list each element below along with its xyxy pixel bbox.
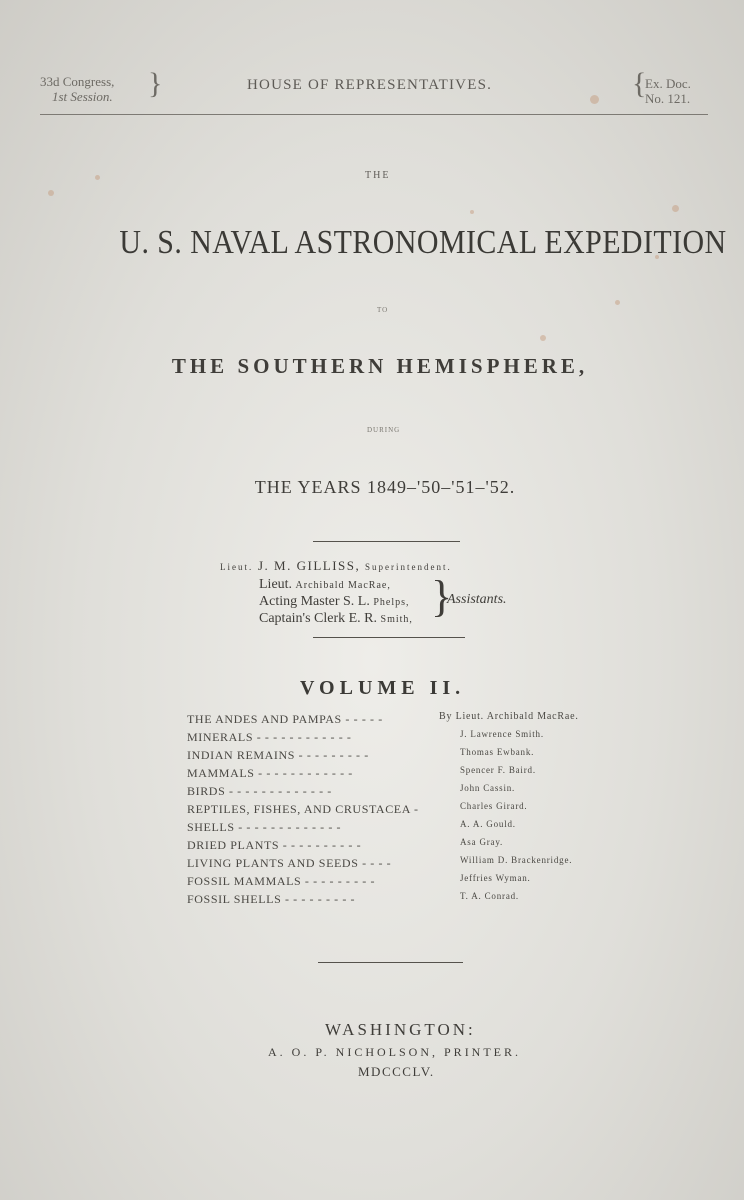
contents-row: [187, 784, 627, 802]
imprint-year: MDCCCLV.: [358, 1064, 435, 1079]
superintendent-name: J. M. GILLISS,: [258, 558, 361, 573]
session-text: 1st Session.: [52, 89, 113, 104]
contents-author: Spencer F. Baird.: [460, 765, 536, 775]
assistant-entry: [259, 577, 413, 594]
contents-author: T. A. Conrad.: [460, 891, 519, 901]
foxing-spot: [470, 210, 474, 214]
contents-subject: THE ANDES AND PAMPAS - - - - -: [187, 712, 383, 726]
left-brace: }: [148, 67, 163, 100]
assistant-entry: [259, 594, 413, 611]
contents-subject: LIVING PLANTS AND SEEDS - - - -: [187, 856, 392, 870]
divider-rule: [318, 962, 463, 963]
contents-author: Jeffries Wyman.: [460, 873, 531, 883]
foxing-spot: [615, 300, 620, 305]
contents-row: [187, 892, 627, 910]
contents-subject: DRIED PLANTS - - - - - - - - - -: [187, 838, 362, 852]
contents-row: [187, 766, 627, 784]
contents-subject: FOSSIL SHELLS - - - - - - - - -: [187, 892, 356, 906]
contents-row: [187, 838, 627, 856]
doc-number-text: No. 121.: [645, 91, 691, 106]
contents-author: John Cassin.: [460, 783, 516, 793]
assistant-rank: Captain's Clerk E. R.: [259, 611, 378, 626]
title-to: TO: [377, 306, 389, 314]
divider-rule: [313, 541, 460, 542]
contents-row: [187, 712, 627, 730]
contents-subject: REPTILES, FISHES, AND CRUSTACEA -: [187, 802, 419, 816]
ex-doc-text: Ex. Doc.: [645, 76, 691, 91]
assistants-list: [259, 577, 413, 628]
doc-number-label: [645, 76, 691, 106]
contents-row: [187, 820, 627, 838]
divider-rule: [313, 637, 465, 638]
contents-row: [187, 802, 627, 820]
hemisphere-title: THE SOUTHERN HEMISPHERE,: [171, 354, 589, 378]
congress-text: 33d Congress,: [40, 74, 115, 89]
assistant-rank: Lieut.: [259, 577, 293, 592]
foxing-spot: [672, 205, 679, 212]
imprint-city: WASHINGTON:: [325, 1020, 476, 1039]
contents-author: J. Lawrence Smith.: [460, 729, 544, 739]
assistant-rank: Acting Master S. L.: [259, 594, 370, 609]
foxing-spot: [590, 95, 599, 104]
session-label: [40, 74, 114, 104]
assistant-entry: [259, 611, 413, 628]
contents-author: A. A. Gould.: [460, 819, 516, 829]
header-rule: [40, 114, 708, 115]
contents-author: Thomas Ewbank.: [460, 747, 535, 757]
superintendent-prefix: Lieut.: [220, 562, 254, 572]
contents-list: [187, 712, 627, 910]
foxing-spot: [48, 190, 54, 196]
assistant-name: Archibald MacRae,: [295, 580, 391, 591]
right-brace: {: [632, 67, 647, 100]
assistant-name: Phelps,: [373, 597, 410, 608]
contents-subject: BIRDS - - - - - - - - - - - - -: [187, 784, 332, 798]
contents-author: Asa Gray.: [460, 837, 504, 847]
imprint-printer: A. O. P. NICHOLSON, PRINTER.: [268, 1045, 522, 1059]
contents-subject: FOSSIL MAMMALS - - - - - - - - -: [187, 874, 376, 888]
contents-subject: INDIAN REMAINS - - - - - - - - -: [187, 748, 369, 762]
superintendent-line: [220, 558, 452, 574]
expedition-title: U. S. NAVAL ASTRONOMICAL EXPEDITION: [119, 224, 727, 261]
superintendent-title: Superintendent.: [365, 562, 452, 572]
assistant-name: Smith,: [380, 614, 413, 625]
title-article: THE: [365, 170, 391, 181]
foxing-spot: [95, 175, 100, 180]
contents-row: [187, 748, 627, 766]
contents-subject: MINERALS - - - - - - - - - - - -: [187, 730, 352, 744]
contents-row: [187, 730, 627, 748]
assistants-brace: }: [431, 572, 453, 621]
contents-author: William D. Brackenridge.: [460, 855, 573, 865]
contents-subject: MAMMALS - - - - - - - - - - - -: [187, 766, 353, 780]
house-heading: HOUSE OF REPRESENTATIVES.: [247, 77, 493, 93]
title-during: DURING: [367, 426, 401, 434]
contents-author: Charles Girard.: [460, 801, 528, 811]
contents-subject: SHELLS - - - - - - - - - - - - -: [187, 820, 342, 834]
foxing-spot: [540, 335, 546, 341]
assistants-label: Assistants.: [447, 592, 507, 607]
contents-row: [187, 874, 627, 892]
volume-heading: VOLUME II.: [300, 677, 466, 699]
contents-author: By Lieut. Archibald MacRae.: [439, 711, 579, 722]
contents-row: [187, 856, 627, 874]
years-title: THE YEARS 1849–'50–'51–'52.: [254, 477, 516, 497]
